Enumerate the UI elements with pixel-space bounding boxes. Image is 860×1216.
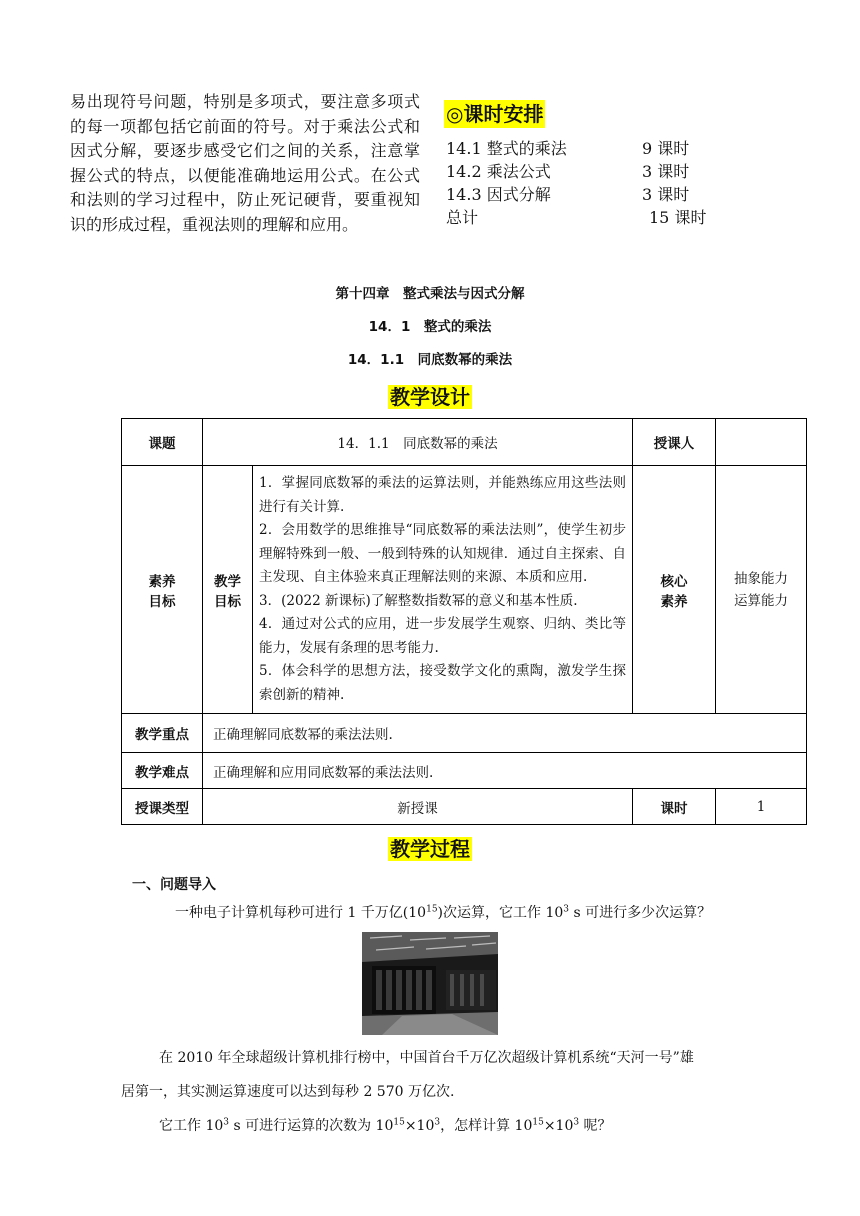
section-title: 14．1 整式的乘法 (368, 319, 492, 335)
label-line: 素养 (660, 593, 688, 610)
class-hours-value: 1 (716, 789, 807, 825)
label-line: 核心 (660, 573, 688, 590)
table-row (122, 753, 807, 789)
core-value: 抽象能力 (734, 570, 788, 587)
process-title: 教学过程 (390, 837, 470, 861)
table-row (122, 419, 807, 466)
schedule-item-hours: 3 课时 (642, 162, 690, 181)
goal-item: 5．体会科学的思想方法，接受数学文化的熏陶，激发学生探索创新的精神. (259, 663, 626, 703)
lesson-type-label: 授课类型 (122, 789, 203, 825)
difficulty-value: 正确理解和应用同底数幂的乘法法则. (203, 753, 807, 789)
key-point-value: 正确理解同底数幂的乘法法则. (203, 714, 807, 753)
schedule-item-name: 14.1 整式的乘法 (446, 139, 567, 158)
supercomputer-photo (362, 932, 498, 1035)
section-heading: 一、问题导入 (132, 877, 216, 893)
goal-item: 1．掌握同底数幂的乘法的运算法则，并能熟练应用这些法则进行有关计算. (259, 475, 626, 515)
teaching-goals-list (253, 466, 633, 714)
literacy-goal-label (122, 466, 203, 714)
paragraph-line: 它工作 $10^3$ s 可进行运算的次数为 $10^{15}\times 10^3$，怎样计算 $10^{15}\times 10^3$ 呢？ (159, 1117, 612, 1134)
schedule-row (446, 160, 766, 183)
label-line: 目标 (148, 593, 176, 610)
label-line: 目标 (214, 593, 241, 610)
lesson-plan-table (121, 418, 807, 825)
chapter-title: 第十四章 整式乘法与因式分解 (335, 286, 525, 302)
core-value: 运算能力 (734, 592, 788, 609)
question-text: 一种电子计算机每秒可进行 1 千万亿$(10^{15})$次运算，它工作 $10^3$ s 可进行多少次运算？ (175, 904, 712, 921)
topic-value: 14．1.1 同底数幂的乘法 (203, 419, 633, 466)
schedule-title: ◎课时安排 (446, 102, 544, 126)
label-line: 素养 (148, 573, 176, 590)
schedule-item-name: 14.2 乘法公式 (446, 162, 551, 181)
core-literacy-label (633, 466, 716, 714)
paragraph-line: 在 2010 年全球超级计算机排行榜中，中国首台千万亿次超级计算机系统“天河一号”雄 (159, 1050, 694, 1066)
design-title: 教学设计 (390, 385, 470, 409)
schedule-row (446, 183, 766, 206)
schedule-item-hours: 9 课时 (642, 139, 690, 158)
teaching-goal-label (203, 466, 253, 714)
table-row (122, 789, 807, 825)
key-point-label: 教学重点 (122, 714, 203, 753)
core-literacy-values (716, 466, 807, 714)
goal-item: 3．(2022 新课标)了解整数指数幂的意义和基本性质. (259, 592, 578, 609)
class-hours-label: 课时 (633, 789, 716, 825)
schedule-item-hours: 3 课时 (642, 185, 690, 204)
table-row (122, 714, 807, 753)
subsection-title: 14．1.1 同底数幂的乘法 (347, 352, 513, 368)
difficulty-label: 教学难点 (122, 753, 203, 789)
intro-paragraph: 易出现符号问题，特别是多项式，要注意多项式的每一项都包括它前面的符号。对于乘法公式和因式分解，要逐步感受它们之间的关系，注意掌握公式的特点，以便能准确地运用公式。在公式和法则的学习过程中，防止死记硬背，要重视知识的形成过程，重视法则的理解和应用。 (70, 92, 420, 234)
label-line: 教学 (214, 573, 241, 590)
lesson-type-value: 新授课 (203, 789, 633, 825)
schedule-item-name: 14.3 因式分解 (446, 185, 551, 204)
schedule-item-hours: 15 课时 (649, 208, 707, 227)
paragraph-line: 居第一，其实测运算速度可以达到每秒 2 570 万亿次. (121, 1084, 455, 1100)
topic-label: 课题 (122, 419, 203, 466)
teacher-label: 授课人 (633, 419, 716, 466)
goal-item: 2．会用数学的思维推导“同底数幂的乘法法则”，使学生初步理解特殊到一般、一般到特殊的认知规律．通过自主探索、自主发现、自主体验来真正理解法则的来源、本质和应用. (259, 522, 626, 585)
schedule-item-name: 总计 (446, 208, 479, 227)
table-row (122, 466, 807, 714)
schedule-total-row (446, 206, 766, 229)
goal-item: 4．通过对公式的应用，进一步发展学生观察、归纳、类比等能力，发展有条理的思考能力. (259, 616, 626, 656)
schedule-row (446, 137, 766, 160)
teacher-value (716, 419, 807, 466)
